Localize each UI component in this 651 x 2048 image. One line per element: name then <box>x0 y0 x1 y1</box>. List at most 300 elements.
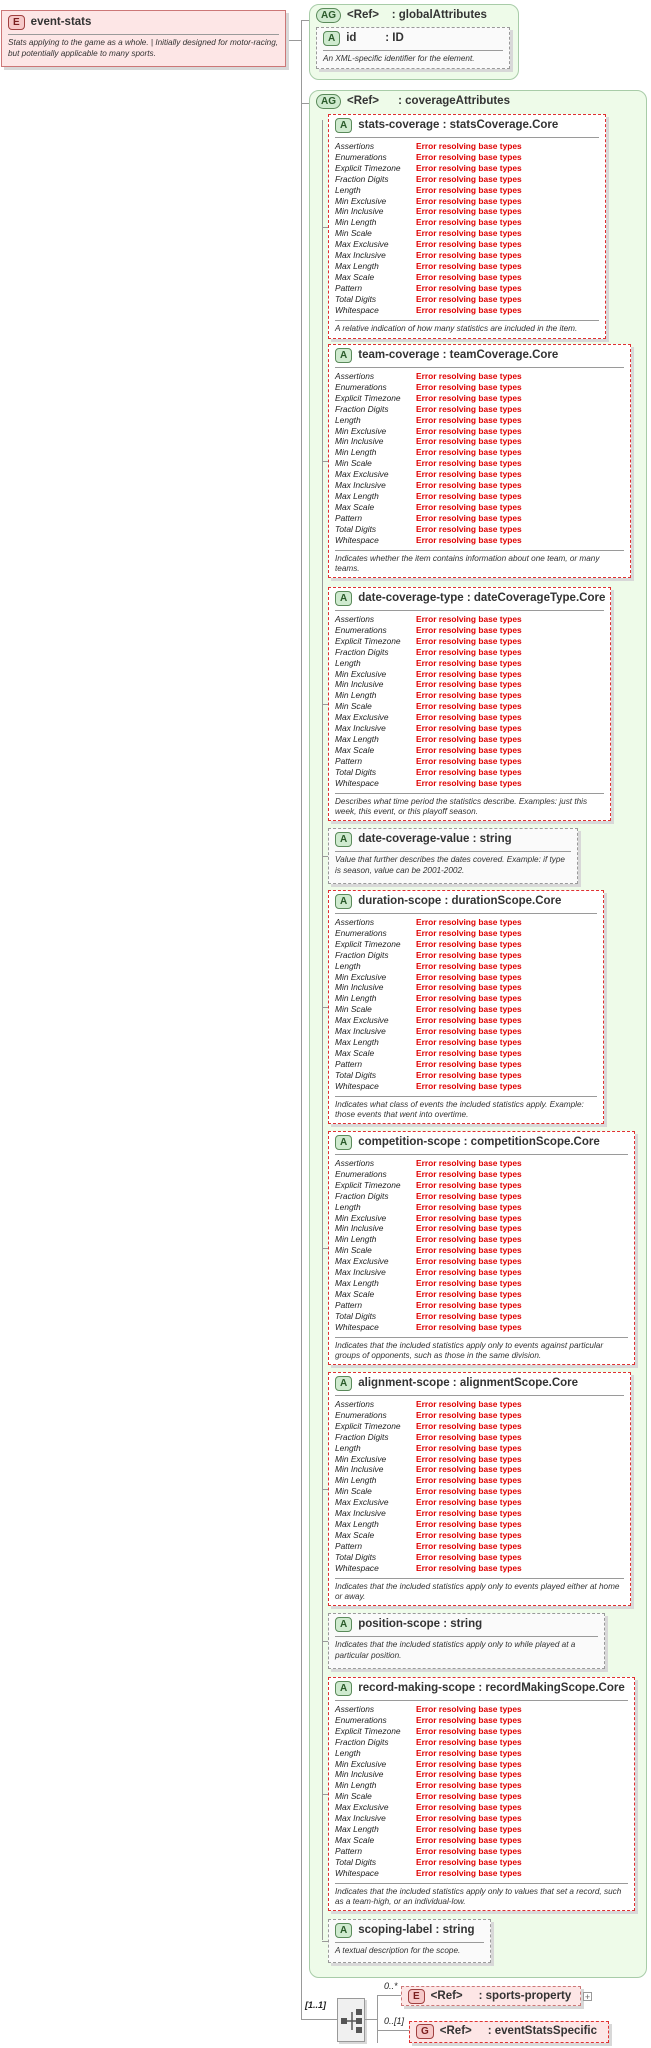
facet-name: Fraction Digits <box>335 1736 389 1747</box>
facet-row <box>335 1410 522 1421</box>
connector <box>322 1641 328 1642</box>
facet-name: Max Inclusive <box>335 1508 386 1519</box>
facet-row <box>335 1070 522 1081</box>
facet-value: Error resolving base types <box>416 1080 522 1091</box>
attribute-title: duration-scope : durationScope.Core <box>358 895 562 907</box>
connector <box>377 1995 378 2043</box>
sequence-icon <box>338 1999 366 2043</box>
facet-name: Min Length <box>335 690 377 701</box>
facet-name: Total Digits <box>335 1551 377 1562</box>
facet-row <box>335 1835 522 1846</box>
facet-value: Error resolving base types <box>416 1856 522 1867</box>
facet-value: Error resolving base types <box>416 635 522 646</box>
facet-value: Error resolving base types <box>416 1190 522 1201</box>
facet-value: Error resolving base types <box>416 723 522 734</box>
facet-name: Fraction Digits <box>335 949 389 960</box>
facet-name: Min Length <box>335 217 377 228</box>
facet-value: Error resolving base types <box>416 512 522 523</box>
facet-name: Length <box>335 184 361 195</box>
facet-value: Error resolving base types <box>416 1288 522 1299</box>
facet-row <box>335 294 522 305</box>
facet-value: Error resolving base types <box>416 1518 522 1529</box>
attribute-description: Indicates that the included statistics apply only to events played either at home or away. <box>335 1581 620 1601</box>
facet-table <box>335 1704 522 1879</box>
facet-row <box>335 1780 522 1791</box>
facet-name: Min Scale <box>335 1245 372 1256</box>
facet-value: Error resolving base types <box>416 1036 522 1047</box>
facet-value: Error resolving base types <box>416 744 522 755</box>
facet-name: Min Exclusive <box>335 1212 387 1223</box>
facet-row <box>335 382 522 393</box>
attribute-title: alignment-scope : alignmentScope.Core <box>358 1377 579 1389</box>
attribute-description: Indicates what class of events the included statistics apply. Example: those events that went into overtime. <box>335 1099 584 1119</box>
root-element-box[interactable] <box>1 10 286 67</box>
facet-row <box>335 1432 522 1443</box>
facet-value: Error resolving base types <box>416 1508 522 1519</box>
facet-row <box>335 1037 522 1048</box>
facet-name: Min Exclusive <box>335 1453 387 1464</box>
facet-value: Error resolving base types <box>416 1277 522 1288</box>
facet-row <box>335 1443 522 1454</box>
facet-row <box>335 415 522 426</box>
facet-name: Max Scale <box>335 1288 375 1299</box>
connector <box>301 20 302 1980</box>
facet-row <box>335 261 522 272</box>
facet-name: Pattern <box>335 1845 363 1856</box>
facet-value: Error resolving base types <box>416 982 522 993</box>
facet-row <box>335 1026 522 1037</box>
facet-row <box>335 1563 522 1574</box>
facet-value: Error resolving base types <box>416 282 522 293</box>
facet-row <box>335 1081 522 1092</box>
facet-row <box>335 679 522 690</box>
group-name: : globalAttributes <box>391 9 487 21</box>
attribute-description: Indicates that the included statistics apply only to values that set a record, such as a team-high, or an individual-low. <box>335 1886 622 1906</box>
facet-name: Min Length <box>335 1780 377 1791</box>
facet-value: Error resolving base types <box>416 971 522 982</box>
facet-row <box>335 196 522 207</box>
facet-row <box>335 1169 522 1180</box>
facet-value: Error resolving base types <box>416 184 522 195</box>
group-ref-label: <Ref> <box>347 95 379 107</box>
attribute-box[interactable] <box>328 1677 635 1911</box>
facet-name: Pattern <box>335 512 363 523</box>
facet-row <box>335 1508 522 1519</box>
facet-value: Error resolving base types <box>416 1704 522 1714</box>
facet-name: Min Scale <box>335 1486 372 1497</box>
facet-value: Error resolving base types <box>416 1047 522 1058</box>
facet-row <box>335 1213 522 1224</box>
facet-name: Min Exclusive <box>335 1758 387 1769</box>
facet-value: Error resolving base types <box>416 1845 522 1856</box>
connector <box>365 2019 377 2020</box>
facet-name: Min Inclusive <box>335 679 384 690</box>
facet-row <box>335 778 522 789</box>
facet-value: Error resolving base types <box>416 1834 522 1845</box>
facet-value: Error resolving base types <box>416 151 522 162</box>
facet-row <box>335 1769 522 1780</box>
facet-row <box>335 1748 522 1759</box>
facet-row <box>335 917 522 928</box>
facet-value: Error resolving base types <box>416 1409 522 1420</box>
facet-row <box>335 1704 522 1715</box>
facet-name: Total Digits <box>335 1069 377 1080</box>
facet-value: Error resolving base types <box>416 1867 522 1878</box>
facet-row <box>335 669 522 680</box>
facet-value: Error resolving base types <box>416 646 522 657</box>
facet-value: Error resolving base types <box>416 1212 522 1223</box>
facet-name: Total Digits <box>335 523 377 534</box>
facet-name: Length <box>335 1747 361 1758</box>
facet-row <box>335 1464 522 1475</box>
facet-name: Whitespace <box>335 1321 379 1332</box>
attribute-box[interactable] <box>328 1919 491 1963</box>
facet-name: Fraction Digits <box>335 646 389 657</box>
attribute-box[interactable] <box>328 890 604 1124</box>
facet-name: Whitespace <box>335 1080 379 1091</box>
facet-value: Error resolving base types <box>416 949 522 960</box>
attribute-description: A textual description for the scope. <box>335 1946 461 1955</box>
facet-row <box>335 1004 522 1015</box>
connector <box>322 856 328 857</box>
child1-cardinality: 0..* <box>384 1981 398 1991</box>
facet-name: Max Length <box>335 490 379 501</box>
facet-name: Min Scale <box>335 228 372 239</box>
facet-row <box>335 756 522 767</box>
facet-row <box>335 535 522 546</box>
facet-value: Error resolving base types <box>416 1802 522 1813</box>
facet-row <box>335 1278 522 1289</box>
facet-value: Error resolving base types <box>416 1256 522 1267</box>
facet-name: Whitespace <box>335 777 379 788</box>
facet-row <box>335 283 522 294</box>
attribute-title: record-making-scope : recordMakingScope.Core <box>358 1682 625 1694</box>
facet-value: Error resolving base types <box>416 425 522 436</box>
facet-value: Error resolving base types <box>416 1453 522 1464</box>
ref-label: <Ref> <box>430 1990 463 2002</box>
facet-row <box>335 690 522 701</box>
facet-value: Error resolving base types <box>416 1442 522 1453</box>
attribute-box[interactable] <box>328 1372 631 1606</box>
facet-value: Error resolving base types <box>416 1823 522 1834</box>
attribute-box[interactable] <box>328 114 606 339</box>
facet-value: Error resolving base types <box>416 1168 522 1179</box>
facet-name: Explicit Timezone <box>335 1420 401 1431</box>
connector <box>322 227 328 228</box>
facet-row <box>335 723 522 734</box>
facet-name: Fraction Digits <box>335 1431 389 1442</box>
facet-row <box>335 1223 522 1234</box>
facet-value: Error resolving base types <box>416 1780 522 1791</box>
attribute-group-icon: AG <box>316 94 341 109</box>
connector <box>322 1007 328 1008</box>
attribute-title: team-coverage : teamCoverage.Core <box>358 349 559 361</box>
attribute-icon: A <box>335 1681 352 1696</box>
facet-value: Error resolving base types <box>416 1223 522 1234</box>
facet-row <box>335 1399 522 1410</box>
facet-row <box>335 1059 522 1070</box>
facet-table <box>335 371 522 546</box>
facet-name: Whitespace <box>335 1867 379 1878</box>
facet-row <box>335 1530 522 1541</box>
facet-value: Error resolving base types <box>416 469 522 480</box>
element-icon: E <box>8 15 25 30</box>
connector <box>322 1489 328 1490</box>
facet-row <box>335 502 522 513</box>
facet-row <box>335 982 522 993</box>
facet-value: Error resolving base types <box>416 260 522 271</box>
root-element-description: Stats applying to the game as a whole. | Initially designed for motor-racing, but potentially applicable to many sports. <box>8 38 279 58</box>
global-attributes-group[interactable] <box>309 4 519 80</box>
facet-name: Max Inclusive <box>335 1026 386 1037</box>
facet-name: Pattern <box>335 282 363 293</box>
attribute-box[interactable] <box>316 27 510 69</box>
facet-name: Max Length <box>335 1036 379 1047</box>
attribute-description: Indicates whether the item contains information about one team, or many teams. <box>335 553 600 573</box>
facet-name: Max Length <box>335 260 379 271</box>
facet-value: Error resolving base types <box>416 1562 522 1573</box>
attribute-type: : ID <box>385 32 404 44</box>
facet-value: Error resolving base types <box>416 701 522 712</box>
facet-value: Error resolving base types <box>416 217 522 228</box>
facet-name: Max Inclusive <box>335 1267 386 1278</box>
facet-value: Error resolving base types <box>416 993 522 1004</box>
facet-row <box>335 636 522 647</box>
facet-name: Max Length <box>335 1823 379 1834</box>
facet-value: Error resolving base types <box>416 1529 522 1540</box>
facet-value: Error resolving base types <box>416 733 522 744</box>
facet-name: Max Scale <box>335 1047 375 1058</box>
facet-name: Min Scale <box>335 458 372 469</box>
facet-name: Pattern <box>335 755 363 766</box>
facet-name: Explicit Timezone <box>335 392 401 403</box>
facet-row <box>335 185 522 196</box>
facet-row <box>335 1421 522 1432</box>
facet-row <box>335 1322 522 1333</box>
facet-name: Max Exclusive <box>335 469 389 480</box>
facet-name: Assertions <box>335 141 375 151</box>
attribute-title: scoping-label : string <box>358 1924 475 1936</box>
facet-row <box>335 658 522 669</box>
facet-row <box>335 745 522 756</box>
facet-name: Total Digits <box>335 293 377 304</box>
facet-row <box>335 371 522 382</box>
facet-row <box>335 1015 522 1026</box>
facet-value: Error resolving base types <box>416 1420 522 1431</box>
facet-name: Min Inclusive <box>335 1464 384 1475</box>
root-element-name: event-stats <box>30 16 92 28</box>
facet-value: Error resolving base types <box>416 766 522 777</box>
facet-row <box>335 701 522 712</box>
facet-row <box>335 1191 522 1202</box>
attribute-box[interactable] <box>328 828 578 884</box>
facet-row <box>335 1519 522 1530</box>
facet-value: Error resolving base types <box>416 371 522 381</box>
facet-row <box>335 491 522 502</box>
facet-value: Error resolving base types <box>416 239 522 250</box>
facet-value: Error resolving base types <box>416 1551 522 1562</box>
facet-value: Error resolving base types <box>416 162 522 173</box>
facet-name: Enumerations <box>335 381 387 392</box>
facet-value: Error resolving base types <box>416 304 522 315</box>
connector <box>301 1980 302 2020</box>
facet-value: Error resolving base types <box>416 657 522 668</box>
facet-name: Enumerations <box>335 1714 387 1725</box>
facet-table <box>335 141 522 316</box>
group-name: : coverageAttributes <box>398 95 510 107</box>
facet-name: Min Length <box>335 993 377 1004</box>
facet-row <box>335 1256 522 1267</box>
facet-name: Min Length <box>335 1475 377 1486</box>
group-icon: G <box>416 2024 434 2039</box>
attribute-icon: A <box>323 31 340 46</box>
facet-name: Max Scale <box>335 1834 375 1845</box>
facet-value: Error resolving base types <box>416 1310 522 1321</box>
event-stats-specific-ref-box[interactable] <box>409 2021 609 2043</box>
connector <box>377 2030 409 2031</box>
facet-value: Error resolving base types <box>416 501 522 512</box>
facet-value: Error resolving base types <box>416 1431 522 1442</box>
facet-row <box>335 625 522 636</box>
attribute-box[interactable] <box>328 344 631 578</box>
facet-value: Error resolving base types <box>416 1267 522 1278</box>
facet-name: Assertions <box>335 1399 375 1409</box>
sequence-compositor[interactable] <box>337 1998 365 2042</box>
facet-row <box>335 647 522 658</box>
facet-value: Error resolving base types <box>416 381 522 392</box>
facet-name: Length <box>335 960 361 971</box>
sports-property-ref-box[interactable] <box>401 1986 581 2006</box>
facet-row <box>335 447 522 458</box>
facet-row <box>335 1267 522 1278</box>
facet-value: Error resolving base types <box>416 271 522 282</box>
facet-table <box>335 1399 522 1574</box>
facet-name: Total Digits <box>335 766 377 777</box>
facet-row <box>335 141 522 152</box>
attribute-title: competition-scope : competitionScope.Core <box>358 1136 600 1148</box>
expand-icon[interactable]: + <box>584 1992 591 2002</box>
facet-name: Length <box>335 414 361 425</box>
facet-value: Error resolving base types <box>416 436 522 447</box>
facet-value: Error resolving base types <box>416 1736 522 1747</box>
facet-value: Error resolving base types <box>416 173 522 184</box>
facet-row <box>335 734 522 745</box>
facet-name: Explicit Timezone <box>335 1179 401 1190</box>
ref-label: <Ref> <box>439 2025 472 2037</box>
attribute-box[interactable] <box>328 1131 635 1365</box>
connector <box>322 461 328 462</box>
facet-name: Max Scale <box>335 1529 375 1540</box>
facet-name: Explicit Timezone <box>335 162 401 173</box>
facet-value: Error resolving base types <box>416 480 522 491</box>
facet-value: Error resolving base types <box>416 960 522 971</box>
facet-row <box>335 469 522 480</box>
attribute-title: stats-coverage : statsCoverage.Core <box>358 119 559 131</box>
connector <box>287 40 302 41</box>
facet-name: Min Inclusive <box>335 1769 384 1780</box>
facet-table <box>335 614 522 789</box>
facet-value: Error resolving base types <box>416 755 522 766</box>
facet-name: Enumerations <box>335 624 387 635</box>
attribute-group-icon: AG <box>316 8 341 23</box>
child2-cardinality: 0..[1] <box>384 2016 405 2026</box>
facet-value: Error resolving base types <box>416 1714 522 1725</box>
facet-value: Error resolving base types <box>416 458 522 469</box>
attribute-icon: A <box>335 1617 352 1632</box>
facet-value: Error resolving base types <box>416 490 522 501</box>
facet-row <box>335 1245 522 1256</box>
facet-value: Error resolving base types <box>416 447 522 458</box>
facet-value: Error resolving base types <box>416 228 522 239</box>
facet-name: Max Exclusive <box>335 1015 389 1026</box>
connector <box>377 1995 401 1996</box>
facet-row <box>335 1475 522 1486</box>
facet-value: Error resolving base types <box>416 1758 522 1769</box>
facet-name: Total Digits <box>335 1856 377 1867</box>
ref-name: : eventStatsSpecific <box>487 2025 598 2037</box>
attribute-box[interactable] <box>328 587 611 821</box>
attribute-title: date-coverage-value : string <box>358 833 512 845</box>
facet-row <box>335 1715 522 1726</box>
facet-row <box>335 1868 522 1879</box>
facet-row <box>335 228 522 239</box>
facet-name: Whitespace <box>335 534 379 545</box>
facet-row <box>335 404 522 415</box>
facet-name: Assertions <box>335 1704 375 1714</box>
facet-value: Error resolving base types <box>416 1769 522 1780</box>
facet-name: Explicit Timezone <box>335 1725 401 1736</box>
facet-name: Fraction Digits <box>335 173 389 184</box>
facet-value: Error resolving base types <box>416 414 522 425</box>
facet-name: Length <box>335 1201 361 1212</box>
facet-value: Error resolving base types <box>416 250 522 261</box>
attribute-description: Value that further describes the dates covered. Example: if type is season, value can be 2001-2002. <box>335 855 565 875</box>
facet-row <box>335 393 522 404</box>
facet-name: Min Scale <box>335 1791 372 1802</box>
connector <box>301 2019 337 2020</box>
facet-name: Min Inclusive <box>335 436 384 447</box>
facet-row <box>335 928 522 939</box>
facet-row <box>335 272 522 283</box>
connector <box>322 1941 328 1942</box>
facet-name: Max Inclusive <box>335 250 386 261</box>
facet-value: Error resolving base types <box>416 1486 522 1497</box>
attribute-box[interactable] <box>328 1613 605 1669</box>
facet-name: Max Inclusive <box>335 480 386 491</box>
facet-row <box>335 1289 522 1300</box>
facet-name: Explicit Timezone <box>335 635 401 646</box>
attribute-description: An XML-specific identifier for the element. <box>323 54 475 63</box>
facet-row <box>335 1202 522 1213</box>
facet-value: Error resolving base types <box>416 1540 522 1551</box>
facet-value: Error resolving base types <box>416 1004 522 1015</box>
facet-name: Max Scale <box>335 501 375 512</box>
attribute-description: Indicates that the included statistics apply only to while played at a particular position. <box>335 1640 576 1660</box>
facet-value: Error resolving base types <box>416 1058 522 1069</box>
facet-value: Error resolving base types <box>416 1015 522 1026</box>
facet-name: Pattern <box>335 1540 363 1551</box>
facet-name: Min Length <box>335 1234 377 1245</box>
facet-row <box>335 712 522 723</box>
facet-value: Error resolving base types <box>416 927 522 938</box>
facet-row <box>335 972 522 983</box>
facet-value: Error resolving base types <box>416 1747 522 1758</box>
facet-name: Enumerations <box>335 151 387 162</box>
attribute-icon: A <box>335 832 352 847</box>
facet-table <box>335 1158 522 1333</box>
facet-row <box>335 250 522 261</box>
facet-row <box>335 1552 522 1563</box>
